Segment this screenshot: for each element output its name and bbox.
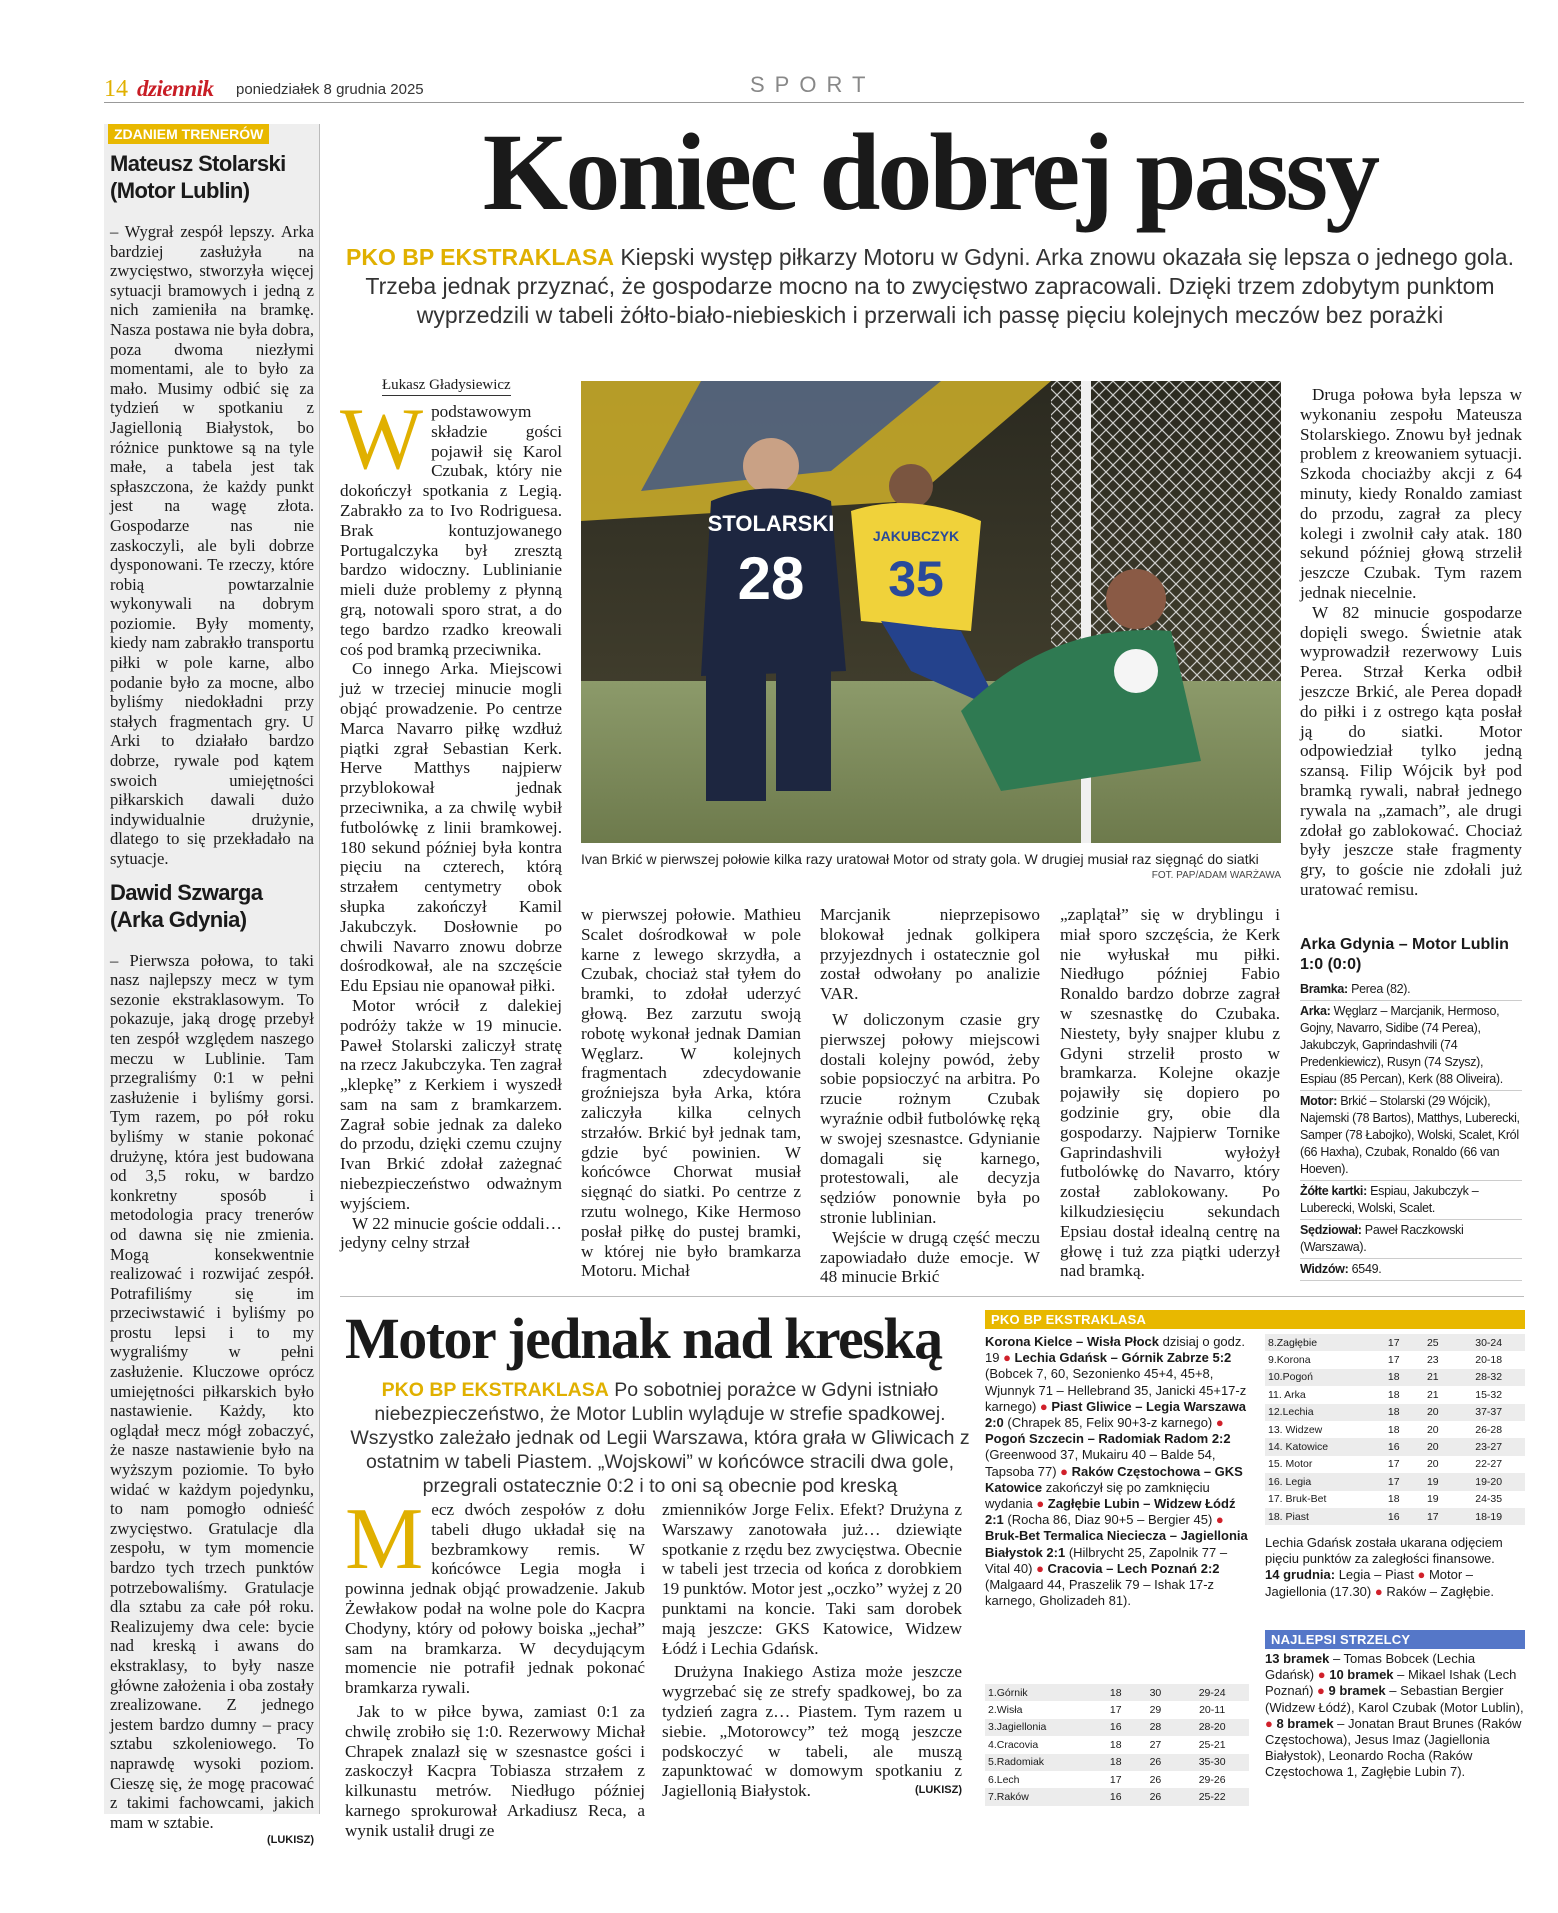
svg-text:STOLARSKI: STOLARSKI bbox=[707, 511, 835, 536]
scorers-box bbox=[1265, 1630, 1525, 1781]
table-row: 8.Zagłębie 17 25 30-24 bbox=[1265, 1334, 1525, 1351]
next-matches: 14 grudnia: Legia – Piast ● Motor – Jagiellonia (17.30) ● Raków – Zagłębie. bbox=[1265, 1567, 1495, 1599]
results-header: PKO BP EKSTRAKLASA bbox=[985, 1310, 1525, 1329]
page-header bbox=[104, 72, 1524, 104]
article1-col1 bbox=[340, 391, 562, 1253]
kicker-2: PKO BP EKSTRAKLASA bbox=[381, 1379, 609, 1401]
match-box-item: Arka: Węglarz – Marcjanik, Hermoso, Gojny, Navarro, Sidibe (74 Perea), Jakubczyk, Gaprindashvili (74 Predenkiewicz), Rusyn (74 Szysz), Espiau (85 Percan), Kerk (88 Oliveira). bbox=[1300, 1001, 1522, 1091]
article1-p1: podstawowym składzie gości pojawił się Karol Czubak, który nie dokończył spotkania z Legią. Zabrakło za to Ivo Rodriguesa. Brak kontuzjowanego Portugalczyka był zresztą bardzo widoczny. Lublinianie mieli duże problemy z płynną grą, notowali sporo strat, a do tego bardzo rzadko kreowali coś pod bramką przeciwnika. bbox=[340, 402, 562, 659]
coach2-name: Dawid Szwarga bbox=[110, 879, 263, 905]
article2-credit: (LUKISZ) bbox=[914, 1784, 962, 1796]
svg-text:JAKUBCZYK: JAKUBCZYK bbox=[872, 528, 960, 544]
match-box-item: Bramka: Perea (82). bbox=[1300, 979, 1522, 1001]
results-text: Korona Kielce – Wisła Płock dzisiaj o godz. 19 ● Lechia Gdańsk – Górnik Zabrze 5:2 (Bobcek 7, 60, Sezonienko 45+4, 45+8, Wjunnyk 71 – Hellebrand 35, Janicki 45+17-z karnego) ● Piast Gliwice – Legia Warszawa 2:0 (Chrapek 85, Felix 90+3-z karnego) ● Pogoń Szczecin – Radomiak Radom 2:2 (Greenwood 37, Mukairu 40 – Balde 54, Tapsoba 77) ● Raków Częstochowa – GKS Katowice zakończył się po zamknięciu wydania ● Zagłębie Lubin – Widzew Łódź 2:1 (Rocha 86, Diaz 90+5 – Bergier 45) ● Bruk-Bet Termalica Nieciecza – Jagiellonia Białystok 2:1 (Hilbrycht 25, Zapolnik 77 – Vital 40) ● Cracovia – Lech Poznań 2:2 (Malgaard 44, Praszelik 79 – Ishak 17-z karnego, Gholizadeh 81). bbox=[985, 1334, 1248, 1609]
penalty-note: Lechia Gdańsk została ukarana odjęciem pięciu punktów za zaległości finansowe. bbox=[1265, 1535, 1503, 1567]
photo-illustration bbox=[581, 381, 1281, 843]
photo-credit: FOT. PAP/ADAM WARŻAWA bbox=[1151, 870, 1281, 881]
lead-2 bbox=[345, 1378, 975, 1498]
issue-date: poniedziałek 8 grudnia 2025 bbox=[236, 81, 424, 98]
table-row: 13. Widzew 18 20 26-28 bbox=[1265, 1421, 1525, 1438]
table-row: 12.Lechia 18 20 37-37 bbox=[1265, 1404, 1525, 1421]
svg-text:35: 35 bbox=[888, 551, 944, 607]
result-match: Cracovia – Lech Poznań 2:2 bbox=[1047, 1560, 1220, 1576]
article1-p3: Motor wrócił z dalekiej podróży także w 19 minucie. Paweł Stolarski zaliczył stratę na rzecz Jakubczyka. Ten zagrał „klepkę” z Kerkiem i wyszedł sam na sam z bramkarzem. Zagrał sobie jednak za daleko do przodu, dzięki czemu czujny Ivan Brkić zdołał zażegnać niebezpieczeństwo odważnym wyjściem. bbox=[340, 995, 562, 1213]
article1-col3 bbox=[820, 905, 1040, 1287]
article1-col3-p1: Marcjanik nieprzepisowo blokował jednak golkipera przyjezdnych i ostatecznie gol został odwołany po analizie VAR. bbox=[820, 905, 1040, 1004]
table-row: 7.Raków 16 26 25-22 bbox=[985, 1788, 1249, 1805]
header-rule bbox=[104, 102, 1524, 103]
lead-2-text: Po sobotniej porażce w Gdyni istniało niebezpieczeństwo, że Motor Lublin wyląduje w strefie spadkowej. Wszystko zależało jednak od Legii Warszawa, która grała w Gliwicach z ostatnim w tabeli Piastem. „Wojskowi” w końcówce stracili dwa gole, przegrali ostatecznie 0:2 i to oni są obecnie pod kreską bbox=[350, 1379, 970, 1497]
table-row: 18. Piast 16 17 18-19 bbox=[1265, 1508, 1525, 1525]
svg-text:28: 28 bbox=[737, 545, 805, 612]
table-row: 6.Lech 17 26 29-26 bbox=[985, 1771, 1249, 1788]
author: Łukasz Gładysiewicz bbox=[382, 377, 511, 396]
articles-divider bbox=[340, 1296, 1524, 1297]
article1-col2-text: w pierwszej połowie. Mathieu Scalet dośrodkował w pole karne z lewego skrzydła, a Czubak, chociaż stał tyłem do bramki, to zdołał uderzyć głową. Bez zarzutu swoją robotę wykonał jednak Damian Węglarz. W kolejnych fragmentach zdecydowanie groźniejsza była Arka, która zaliczyła kilka celnych strzałów. Brkić był jednak tam, gdzie być powinien. W końcówce Chorwat musiał sięgnąć do siatki. Po centrze z rzutu wolnego, Kike Hermoso posłał piłkę do pustej bramki, w której nie było bramkarza Motoru. Michał bbox=[581, 905, 801, 1281]
lead-1 bbox=[340, 243, 1520, 330]
coach2-club: (Arka Gdynia) bbox=[110, 906, 247, 932]
article2-p1: ecz dwóch zespołów z dołu tabeli długo układał się na bezbramkowy remis. W końcówce Legia mogła i powinna jednak objąć prowadzenie. Jakub Żewłakow podał na wolne pole do Kacpra Chodyny, który od połowy boiska „jechał” sam na bramkarza. W decydującym momencie nie potrafił jednak pokonać bramkarza rywali. bbox=[345, 1500, 645, 1698]
page-number: 14 bbox=[104, 76, 128, 102]
scorers-list: 13 bramek – Tomas Bobcek (Lechia Gdańsk) ● 10 bramek – Mikael Ishak (Lech Poznań) ● 9 bramek – Sebastian Bergier (Widzew Łódź), Karol Czubak (Motor Lublin), ● 8 bramek – Jonatan Braut Brunes (Raków Częstochowa), Jesus Imaz (Jagiellonia Białystok), Leonardo Rocha (Raków Częstochowa 1, Zagłębie Lubin 7). bbox=[1265, 1651, 1524, 1780]
section-name: SPORT bbox=[750, 72, 876, 97]
article1-col4 bbox=[1060, 905, 1280, 1281]
article1-col3-p2: W doliczonym czasie gry pierwszej połowy miejscowi dostali kolejny powód, żeby sobie popsioczyć na arbitra. Po rzucie rożnym Czubak wyraźnie odbił futbolówkę ręką w swojej szesnastce. Gdynianie domagali się karnego, protestowali, ale decyzja sędziów ponownie była po stronie lublinian. bbox=[820, 1009, 1040, 1227]
table-row: 5.Radomiak 18 26 35-30 bbox=[985, 1754, 1249, 1771]
article2-col2-p2: Drużyna Inakiego Astiza może jeszcze wygrzebać się ze strefy spadkowej, bo za tydzień zagra z… Piastem. Tym razem u siebie. „Motorowcy” też mogą jeszcze podskoczyć w tabeli, ale muszą zapunktować w domowym spotkaniu z Jagiellonią Białystok. bbox=[662, 1662, 962, 1801]
coach1-club: (Motor Lublin) bbox=[110, 178, 250, 203]
result-match: Piast Gliwice – Legia Warszawa 2:0 bbox=[985, 1398, 1246, 1431]
coach2-quote: – Pierwsza połowa, to taki nasz najlepszy mecz w tym sezonie ekstraklasowym. To pokazuje, jaką drogę przebył ten zespół względem naszego meczu w Lublinie. Tam przegraliśmy 0:1 w pełni zasłużenie i byliśmy gorsi. Tym razem, po pół roku byliśmy w stanie pokonać drużynę, która jest budowana od 3,5 roku, w bardzo konkretny sposób i metodologia pracy trenerów od dawna się nie zmienia. Mogą konsekwentnie realizować i rozwijać zespół. Potrafiliśmy się im przeciwstawić i byliśmy po prostu lepsi i to my wygraliśmy w pełni zasłużenie. Kluczowe oprócz umiejętności piłkarskich było nastawienie. Każdy, kto oglądał mecz mógł zobaczyć, że nasze nastawienie było na wyższym poziomie. To było widać w każdym pojedynku, to nam pomogło odnieść zwycięstwo. Gratulacje dla zespołu, w tym momencie bardzo tych trzech punktów potrzebowaliśmy. Gratulacje dla sztabu za całe pół roku. Realizujemy dwa cele: bycie nad kreską i awans do ekstraklasy, to były nasze główne założenia i oba zostały zrealizowane. Z jednego jestem bardzo dumny – pracy sztabu szkoleniowego. To naprawdę wysoki poziom. Cieszę się, że mogę pracować z takimi fachowcami, jakich mam w sztabie. bbox=[110, 950, 314, 1832]
table-row: 4.Cracovia 18 27 25-21 bbox=[985, 1736, 1249, 1753]
scorer-goals: 8 bramek bbox=[1276, 1715, 1334, 1731]
scorer-goals: 10 bramek bbox=[1329, 1667, 1394, 1683]
sidebar-credit: (LUKISZ) bbox=[266, 1834, 314, 1847]
scorers-header: NAJLEPSI STRZELCY bbox=[1265, 1630, 1525, 1649]
table-row: 9.Korona 17 23 20-18 bbox=[1265, 1351, 1525, 1368]
table-row: 2.Wisła 17 29 20-11 bbox=[985, 1701, 1249, 1718]
article2-col1 bbox=[345, 1491, 645, 1841]
article1-col2 bbox=[581, 905, 801, 1281]
scorer-goals: 9 bramek bbox=[1328, 1683, 1386, 1699]
result-match: Lechia Gdańsk – Górnik Zabrze 5:2 bbox=[1014, 1350, 1232, 1366]
table-row: 16. Legia 17 19 19-20 bbox=[1265, 1473, 1525, 1490]
results-notes bbox=[1265, 1535, 1525, 1600]
caption-text: Ivan Brkić w pierwszej połowie kilka razy uratował Motor od straty gola. W drugiej musiał raz sięgnąć do siatki bbox=[581, 851, 1259, 867]
table-row: 3.Jagiellonia 16 28 28-20 bbox=[985, 1719, 1249, 1736]
result-match: Zagłębie Lubin – Widzew Łódź 2:1 bbox=[985, 1496, 1236, 1528]
table-row: 17. Bruk-Bet 18 19 24-35 bbox=[1265, 1491, 1525, 1508]
article1-col5-p1: Druga połowa była lepsza w wykonaniu zespołu Mateusza Stolarskiego. Znowu był jednak problem z kreowaniem sytuacji. Szkoda chociażby akcji z 64 minuty, kiedy Ronaldo zamiast do przodu, zagrał za plecy kolegi i zwolnił cały atak. 180 sekund później głową strzelił jeszcze Czubak. Tym razem jednak niecelnie. bbox=[1300, 385, 1522, 602]
article2-col2 bbox=[662, 1500, 962, 1801]
result-match: Raków Częstochowa – GKS Katowice bbox=[985, 1463, 1243, 1495]
result-match: Korona Kielce – Wisła Płock bbox=[985, 1334, 1160, 1349]
match-box-item: Żółte kartki: Espiau, Jakubczyk – Luberecki, Wolski, Scalet. bbox=[1300, 1181, 1522, 1220]
article1-col3-p3: Wejście w drugą część meczu zapowiadało duże emocje. W 48 minucie Brkić bbox=[820, 1227, 1040, 1287]
ball bbox=[1114, 649, 1158, 693]
coach1-name: Mateusz Stolarski bbox=[110, 151, 286, 176]
article2-p2: Jak to w piłce bywa, zamiast 0:1 za chwilę zrobiło się 1:0. Rezerwowy Michał Chrapek znalazł się w szesnastce gości i zaskoczył Kacpra Tobiasza strzałem z kilkunastu metrów. Niedługo później karnego sprokurował Arkadiusz Reca, a wynik ustalił drugi ze bbox=[345, 1701, 645, 1840]
table-row: 1.Górnik 18 30 29-24 bbox=[985, 1684, 1249, 1701]
table-row: 15. Motor 17 20 22-27 bbox=[1265, 1456, 1525, 1473]
photo-caption bbox=[581, 850, 1281, 868]
article1-col4-text: „zaplątał” się w dryblingu i miał sporo szczęścia, że Kerk nie wyłuskał mu piłki. Niedługo później Fabio Ronaldo bardzo dobrze zagrał w szesnastkę do Czubaka. Niestety, były snajper klubu z Gdyni strzelił prosto w bramkarza. Kolejne okazje pojawiły się dopiero po godzinie gry, obie dla gospodarzy. Najpierw Tornike Gaprindashvili wyłożył futbolówkę do Navarro, który został zablokowany. Po kilkudziesięciu sekundach Epsiau dostał idealną centrę na głowę i tuż zza piątki uderzył nad bramką. bbox=[1060, 905, 1280, 1281]
match-box-title: Arka Gdynia – Motor Lublin 1:0 (0:0) bbox=[1300, 936, 1509, 973]
article2-col2-p1: zmienników Jorge Felix. Efekt? Drużyna z Warszawy zanotowała już… dziewiąte spotkanie z rzędu bez zwycięstwa. Obecnie w tabeli jest trzecia od końca z dorobkiem 19 punktów. Motor jest „oczko” wyżej z 20 punktami na koncie. Taki sam dorobek mają jeszcze: GKS Katowice, Widzew Łódź i Lechia Gdańsk. bbox=[662, 1500, 962, 1658]
standings-table-lower bbox=[985, 1684, 1249, 1806]
match-box bbox=[1300, 935, 1522, 1281]
result-match: Bruk-Bet Termalica Nieciecza – Jagiellonia Białystok 2:1 bbox=[985, 1528, 1248, 1560]
table-row: 14. Katowice 16 20 23-27 bbox=[1265, 1438, 1525, 1455]
match-box-item: Sędziował: Paweł Raczkowski (Warszawa). bbox=[1300, 1220, 1522, 1259]
lead-1-text: Kiepski występ piłkarzy Motoru w Gdyni. Arka znowu okazała się lepsza o jednego gola. Trzeba jednak przyznać, że gospodarze mocno na to zwycięstwo zapracowali. Dzięki trzem zdobytym punktom wyprzedzili w tabeli żółto-biało-niebieskich i przerwali ich passę pięciu kolejnych meczów bez porażki bbox=[365, 244, 1514, 328]
headline-1: Koniec dobrej passy bbox=[482, 111, 1378, 233]
newspaper-logo: dziennik bbox=[137, 76, 214, 101]
table-row: 10.Pogoń 18 21 28-32 bbox=[1265, 1369, 1525, 1386]
next-date: 14 grudnia: bbox=[1265, 1567, 1336, 1583]
dropcap-1: W bbox=[340, 391, 424, 488]
article1-p4: W 22 minucie goście oddali… jedyny celny strzał bbox=[340, 1213, 562, 1253]
match-box-item: Widzów: 6549. bbox=[1300, 1259, 1522, 1281]
article1-col5 bbox=[1300, 385, 1522, 900]
result-match: Pogoń Szczecin – Radomiak Radom 2:2 bbox=[985, 1431, 1231, 1447]
article1-col5-p2: W 82 minucie gospodarze dopięli swego. Świetnie atak wyprowadził rezerwowy Luis Perea. Strzał Kerka odbił jeszcze Brkić, ale Perea dopadł do piłki i z ostrego kąta posłał ją do siatki. Motor odpowiedział tylko jedną szansą. Filip Wójcik był pod bramką rywali, nabrał jednego rywala na „zamach”, ale drugi zdołał go zablokować. Chociaż były jeszcze stałe fragmenty gry, to goście nie zdołali już uratować remisu. bbox=[1300, 602, 1522, 899]
standings-table-upper bbox=[1265, 1334, 1525, 1525]
scorer-goals: 13 bramek bbox=[1265, 1651, 1330, 1666]
dropcap-2: M bbox=[345, 1491, 424, 1588]
headline-2: Motor jednak nad kreską bbox=[345, 1306, 942, 1371]
kicker-1: PKO BP EKSTRAKLASA bbox=[346, 244, 614, 270]
coach1-quote: – Wygrał zespół lepszy. Arka bardziej zasłużyła na zwycięstwo, stworzyła więcej sytuacji bramowych i jedną z nich zamieniła na bramkę. Nasza postawa nie była dobra, poza dwoma niezłymi momentami, ale to było za mało. Musimy odbić się za tydzień w spotkaniu z Jagiellonią Białystok, bo różnice punktowe są na tyle małe, a tabela jest tak spłaszczona, że każdy punkt jest na wagę złota. Gospodarze nas nie zaskoczyli, ale byli dobrze dysponowani. Te rzeczy, które robią powtarzalnie wykonywali na dobrym poziomie. Były momenty, kiedy nam zabrakło transportu piłki w pole karne, albo podanie było za mocne, albo byliśmy niedokładni przy stałych fragmentach gry. U Arki to działało bardzo dobrze, rywale pod kątem swoich umiejętności piłkarskich dawali dużo indywidualnie drużynie, dlatego to się przekładało na sytuacje. bbox=[110, 222, 314, 868]
sidebar-label: ZDANIEM TRENERÓW bbox=[108, 124, 269, 144]
coaches-sidebar bbox=[104, 124, 320, 1847]
table-row: 11. Arka 18 21 15-32 bbox=[1265, 1386, 1525, 1403]
article1-p2: Co innego Arka. Miejscowi już w trzeciej minucie mogli objąć prowadzenie. Po centrze Marca Navarro piłkę wzdłuż piątki zgrał Sebastian Kerk. Herve Matthys najpierw przyblokował jednak przeciwnika, a za chwilę wybił futbolówkę z linii bramkowej. 180 sekund później była kontra pięciu na czterech, którą strzałem centymetry obok słupka zakończył Kamil Jakubczyk. Dosłownie po chwili Navarro znowu dobrze dośrodkował, ale na szczęście Edu Epsiau nie opanował piłki. bbox=[340, 659, 562, 996]
match-box-item: Motor: Brkić – Stolarski (29 Wójcik), Najemski (78 Bartos), Matthys, Luberecki, Samper (78 Łabojko), Wolski, Scalet, Król (66 Haxha), Czubak, Ronaldo (66 van Hoeven). bbox=[1300, 1091, 1522, 1181]
match-photo bbox=[581, 381, 1281, 843]
